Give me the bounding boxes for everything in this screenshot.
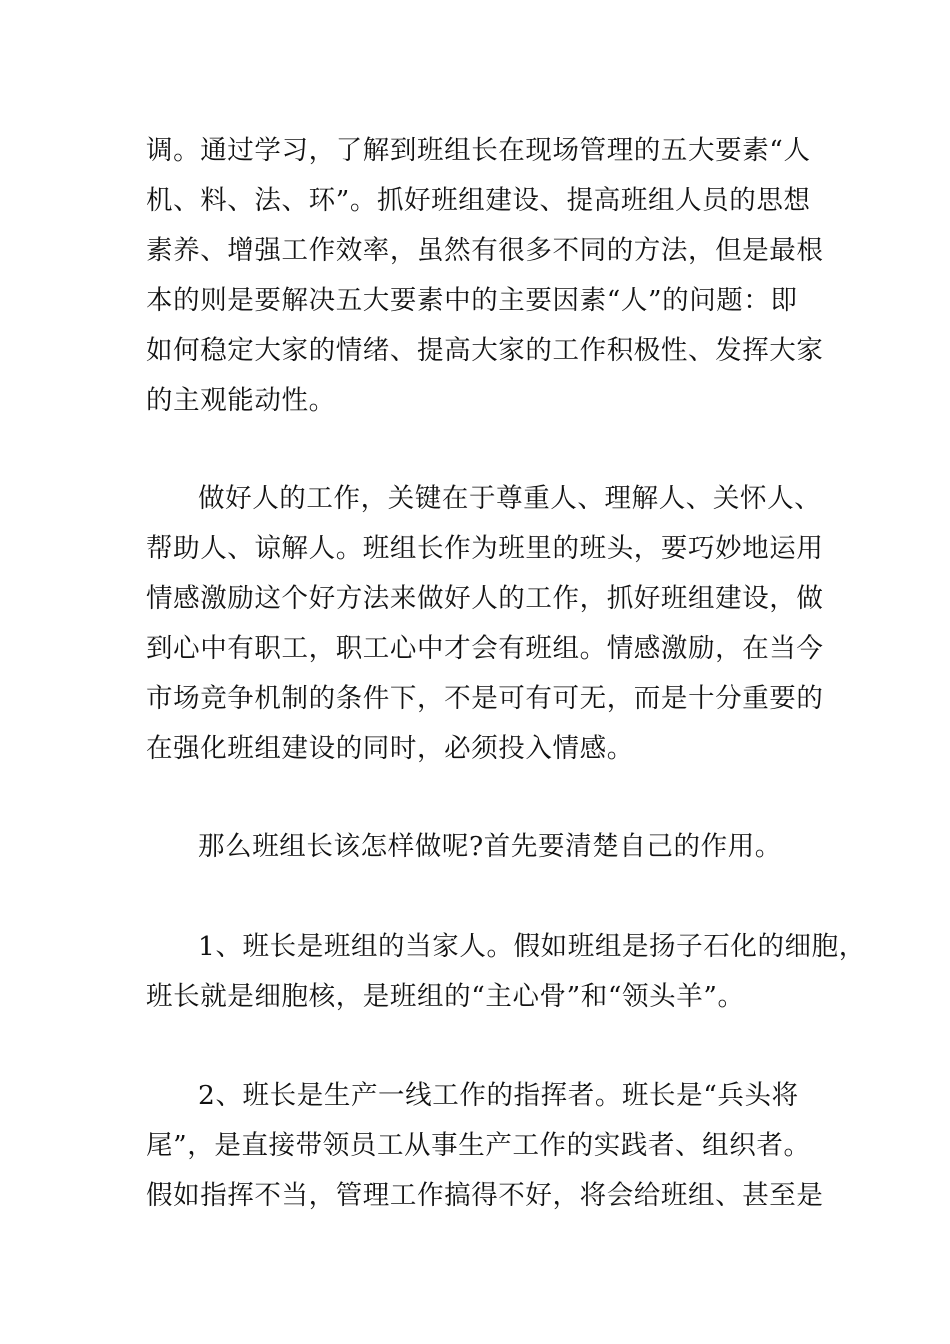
text-line: 2、班长是生产一线工作的指挥者。班长是“兵头将 xyxy=(198,1080,799,1111)
text-line: 做好人的工作，关键在于尊重人、理解人、关怀人、 xyxy=(198,483,822,514)
text-line: 尾”，是直接带领员工从事生产工作的实践者、组织者。 xyxy=(146,1130,811,1161)
paragraph-4 xyxy=(146,922,866,1022)
text-line: 如何稳定大家的情绪、提高大家的工作积极性、发挥大家 xyxy=(146,335,824,366)
text-line: 到心中有职工，职工心中才会有班组。情感激励，在当今 xyxy=(146,633,824,664)
paragraph-5 xyxy=(146,1071,836,1221)
text-line: 情感激励这个好方法来做好人的工作，抓好班组建设，做 xyxy=(146,583,824,614)
text-line: 在强化班组建设的同时，必须投入情感。 xyxy=(146,733,634,764)
text-line: 本的则是要解决五大要素中的主要因素“人”的问题：即 xyxy=(146,285,798,316)
paragraph-1 xyxy=(146,126,836,426)
text-line: 帮助人、谅解人。班组长作为班里的班头，要巧妙地运用 xyxy=(146,533,824,564)
text-line: 市场竞争机制的条件下，不是可有可无，而是十分重要的 xyxy=(146,683,824,714)
text-line: 调。通过学习，了解到班组长在现场管理的五大要素“人 xyxy=(146,135,811,166)
text-line: 1、班长是班组的当家人。假如班组是扬子石化的细胞， xyxy=(198,931,866,962)
text-line: 假如指挥不当，管理工作搞得不好，将会给班组、甚至是 xyxy=(146,1180,824,1211)
text-line: 班长就是细胞核，是班组的“主心骨”和“领头羊”。 xyxy=(146,981,745,1012)
text-line: 素养、增强工作效率，虽然有很多不同的方法，但是最根 xyxy=(146,235,824,266)
text-line: 的主观能动性。 xyxy=(146,385,336,416)
paragraph-3 xyxy=(146,822,836,872)
paragraph-2 xyxy=(146,474,836,774)
text-line: 机、料、法、环”。抓好班组建设、提高班组人员的思想 xyxy=(146,185,811,216)
text-line: 那么班组长该怎样做呢?首先要清楚自己的作用。 xyxy=(198,831,782,862)
